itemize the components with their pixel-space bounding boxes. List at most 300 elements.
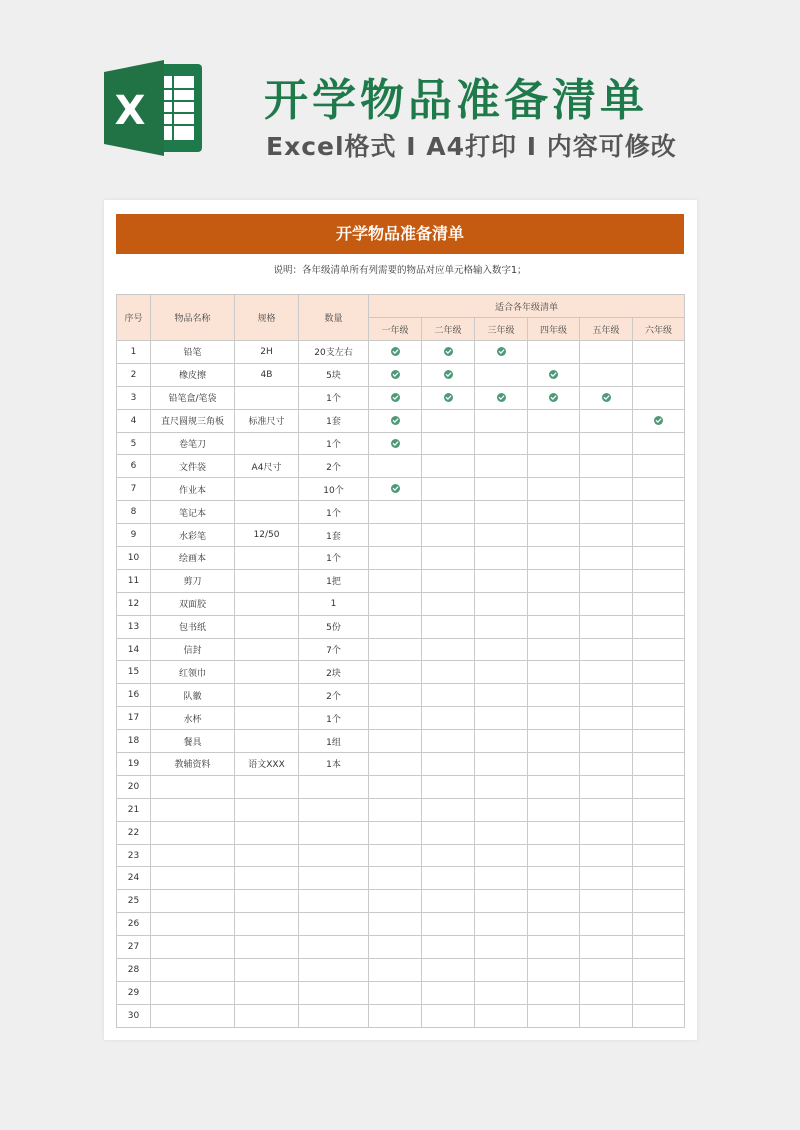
- cell-spec[interactable]: 2H: [235, 341, 299, 364]
- cell-qty[interactable]: 1套: [299, 409, 369, 432]
- cell-grade-2[interactable]: [422, 547, 475, 570]
- cell-grade-5[interactable]: [580, 936, 633, 959]
- cell-grade-4[interactable]: [528, 707, 580, 730]
- cell-grade-6[interactable]: [633, 775, 685, 798]
- cell-grade-3[interactable]: [475, 959, 528, 982]
- cell-grade-1[interactable]: [369, 455, 422, 478]
- cell-grade-2[interactable]: [422, 569, 475, 592]
- cell-spec[interactable]: 4B: [235, 363, 299, 386]
- cell-item-name[interactable]: 教辅资料: [151, 753, 235, 776]
- cell-grade-2[interactable]: [422, 615, 475, 638]
- cell-index[interactable]: 9: [117, 524, 151, 547]
- cell-grade-5[interactable]: [580, 501, 633, 524]
- cell-grade-3[interactable]: [475, 684, 528, 707]
- cell-qty[interactable]: 1把: [299, 569, 369, 592]
- cell-qty[interactable]: 1个: [299, 547, 369, 570]
- cell-index[interactable]: 25: [117, 890, 151, 913]
- cell-grade-3[interactable]: [475, 844, 528, 867]
- cell-grade-1[interactable]: [369, 959, 422, 982]
- cell-grade-1[interactable]: [369, 638, 422, 661]
- cell-item-name[interactable]: [151, 959, 235, 982]
- cell-item-name[interactable]: 信封: [151, 638, 235, 661]
- cell-grade-3[interactable]: [475, 936, 528, 959]
- cell-qty[interactable]: 1个: [299, 432, 369, 455]
- cell-qty[interactable]: 1本: [299, 753, 369, 776]
- cell-item-name[interactable]: 作业本: [151, 478, 235, 501]
- cell-index[interactable]: 18: [117, 730, 151, 753]
- cell-grade-5[interactable]: [580, 707, 633, 730]
- cell-qty[interactable]: 10个: [299, 478, 369, 501]
- cell-qty[interactable]: [299, 981, 369, 1004]
- cell-grade-4[interactable]: [528, 821, 580, 844]
- cell-qty[interactable]: [299, 821, 369, 844]
- cell-grade-5[interactable]: [580, 913, 633, 936]
- cell-grade-1[interactable]: [369, 547, 422, 570]
- cell-grade-1[interactable]: [369, 409, 422, 432]
- cell-qty[interactable]: [299, 913, 369, 936]
- cell-grade-6[interactable]: [633, 890, 685, 913]
- cell-grade-3[interactable]: [475, 661, 528, 684]
- cell-grade-3[interactable]: [475, 1004, 528, 1027]
- cell-grade-1[interactable]: [369, 913, 422, 936]
- cell-index[interactable]: 15: [117, 661, 151, 684]
- cell-grade-3[interactable]: [475, 547, 528, 570]
- cell-grade-1[interactable]: [369, 363, 422, 386]
- cell-item-name[interactable]: 水彩笔: [151, 524, 235, 547]
- cell-qty[interactable]: [299, 1004, 369, 1027]
- cell-grade-1[interactable]: [369, 867, 422, 890]
- cell-index[interactable]: 2: [117, 363, 151, 386]
- cell-grade-4[interactable]: [528, 959, 580, 982]
- cell-grade-1[interactable]: [369, 478, 422, 501]
- cell-item-name[interactable]: [151, 844, 235, 867]
- cell-grade-4[interactable]: [528, 455, 580, 478]
- cell-item-name[interactable]: 红领巾: [151, 661, 235, 684]
- cell-grade-1[interactable]: [369, 821, 422, 844]
- cell-grade-1[interactable]: [369, 661, 422, 684]
- cell-grade-4[interactable]: [528, 867, 580, 890]
- cell-grade-5[interactable]: [580, 592, 633, 615]
- cell-grade-3[interactable]: [475, 730, 528, 753]
- cell-item-name[interactable]: [151, 890, 235, 913]
- cell-spec[interactable]: A4尺寸: [235, 455, 299, 478]
- cell-spec[interactable]: 语文XXX: [235, 753, 299, 776]
- cell-grade-6[interactable]: [633, 455, 685, 478]
- cell-grade-3[interactable]: [475, 592, 528, 615]
- cell-grade-3[interactable]: [475, 409, 528, 432]
- cell-grade-3[interactable]: [475, 798, 528, 821]
- cell-grade-4[interactable]: [528, 409, 580, 432]
- cell-grade-4[interactable]: [528, 569, 580, 592]
- cell-item-name[interactable]: 双面胶: [151, 592, 235, 615]
- cell-grade-2[interactable]: [422, 936, 475, 959]
- cell-qty[interactable]: 20支左右: [299, 341, 369, 364]
- cell-grade-2[interactable]: [422, 363, 475, 386]
- cell-spec[interactable]: [235, 684, 299, 707]
- cell-grade-6[interactable]: [633, 707, 685, 730]
- cell-grade-5[interactable]: [580, 615, 633, 638]
- cell-grade-5[interactable]: [580, 661, 633, 684]
- cell-grade-2[interactable]: [422, 890, 475, 913]
- cell-spec[interactable]: [235, 707, 299, 730]
- cell-grade-6[interactable]: [633, 753, 685, 776]
- cell-grade-3[interactable]: [475, 501, 528, 524]
- cell-grade-5[interactable]: [580, 409, 633, 432]
- cell-grade-3[interactable]: [475, 455, 528, 478]
- cell-spec[interactable]: [235, 821, 299, 844]
- cell-spec[interactable]: [235, 981, 299, 1004]
- cell-grade-5[interactable]: [580, 638, 633, 661]
- cell-grade-5[interactable]: [580, 547, 633, 570]
- cell-grade-2[interactable]: [422, 684, 475, 707]
- cell-index[interactable]: 6: [117, 455, 151, 478]
- cell-grade-5[interactable]: [580, 478, 633, 501]
- cell-grade-5[interactable]: [580, 1004, 633, 1027]
- cell-qty[interactable]: 1组: [299, 730, 369, 753]
- cell-grade-2[interactable]: [422, 478, 475, 501]
- cell-qty[interactable]: 1个: [299, 707, 369, 730]
- cell-spec[interactable]: [235, 615, 299, 638]
- cell-grade-6[interactable]: [633, 661, 685, 684]
- cell-grade-6[interactable]: [633, 638, 685, 661]
- cell-grade-1[interactable]: [369, 1004, 422, 1027]
- cell-spec[interactable]: [235, 959, 299, 982]
- cell-item-name[interactable]: 卷笔刀: [151, 432, 235, 455]
- cell-spec[interactable]: 12/50: [235, 524, 299, 547]
- cell-item-name[interactable]: 直尺圆规三角板: [151, 409, 235, 432]
- cell-grade-1[interactable]: [369, 432, 422, 455]
- cell-grade-6[interactable]: [633, 524, 685, 547]
- cell-item-name[interactable]: 水杯: [151, 707, 235, 730]
- cell-grade-6[interactable]: [633, 569, 685, 592]
- cell-qty[interactable]: 5块: [299, 363, 369, 386]
- cell-item-name[interactable]: [151, 775, 235, 798]
- cell-grade-2[interactable]: [422, 661, 475, 684]
- cell-grade-6[interactable]: [633, 547, 685, 570]
- cell-grade-1[interactable]: [369, 524, 422, 547]
- cell-index[interactable]: 11: [117, 569, 151, 592]
- cell-grade-2[interactable]: [422, 409, 475, 432]
- cell-grade-2[interactable]: [422, 981, 475, 1004]
- cell-index[interactable]: 8: [117, 501, 151, 524]
- cell-index[interactable]: 27: [117, 936, 151, 959]
- cell-grade-5[interactable]: [580, 821, 633, 844]
- cell-grade-3[interactable]: [475, 363, 528, 386]
- cell-grade-5[interactable]: [580, 775, 633, 798]
- cell-qty[interactable]: 1个: [299, 386, 369, 409]
- cell-item-name[interactable]: 包书纸: [151, 615, 235, 638]
- cell-grade-1[interactable]: [369, 386, 422, 409]
- cell-qty[interactable]: 2个: [299, 684, 369, 707]
- cell-grade-6[interactable]: [633, 959, 685, 982]
- cell-grade-4[interactable]: [528, 501, 580, 524]
- cell-grade-5[interactable]: [580, 455, 633, 478]
- cell-grade-1[interactable]: [369, 569, 422, 592]
- cell-grade-2[interactable]: [422, 638, 475, 661]
- cell-index[interactable]: 20: [117, 775, 151, 798]
- cell-grade-6[interactable]: [633, 798, 685, 821]
- cell-spec[interactable]: [235, 661, 299, 684]
- cell-grade-2[interactable]: [422, 730, 475, 753]
- cell-index[interactable]: 17: [117, 707, 151, 730]
- cell-grade-4[interactable]: [528, 890, 580, 913]
- cell-grade-1[interactable]: [369, 936, 422, 959]
- cell-grade-1[interactable]: [369, 684, 422, 707]
- cell-grade-1[interactable]: [369, 775, 422, 798]
- cell-grade-3[interactable]: [475, 753, 528, 776]
- cell-spec[interactable]: [235, 1004, 299, 1027]
- cell-grade-1[interactable]: [369, 615, 422, 638]
- cell-grade-5[interactable]: [580, 524, 633, 547]
- cell-index[interactable]: 3: [117, 386, 151, 409]
- cell-grade-3[interactable]: [475, 341, 528, 364]
- cell-index[interactable]: 10: [117, 547, 151, 570]
- cell-item-name[interactable]: [151, 981, 235, 1004]
- cell-grade-1[interactable]: [369, 981, 422, 1004]
- cell-item-name[interactable]: 文件袋: [151, 455, 235, 478]
- cell-item-name[interactable]: 铅笔: [151, 341, 235, 364]
- cell-grade-6[interactable]: [633, 409, 685, 432]
- cell-qty[interactable]: 2块: [299, 661, 369, 684]
- cell-grade-3[interactable]: [475, 615, 528, 638]
- cell-grade-4[interactable]: [528, 684, 580, 707]
- cell-grade-6[interactable]: [633, 478, 685, 501]
- cell-index[interactable]: 30: [117, 1004, 151, 1027]
- cell-index[interactable]: 12: [117, 592, 151, 615]
- cell-grade-4[interactable]: [528, 661, 580, 684]
- cell-item-name[interactable]: [151, 1004, 235, 1027]
- cell-grade-6[interactable]: [633, 867, 685, 890]
- cell-spec[interactable]: [235, 798, 299, 821]
- cell-grade-3[interactable]: [475, 638, 528, 661]
- cell-grade-1[interactable]: [369, 798, 422, 821]
- cell-index[interactable]: 13: [117, 615, 151, 638]
- cell-grade-5[interactable]: [580, 386, 633, 409]
- cell-grade-4[interactable]: [528, 913, 580, 936]
- cell-grade-4[interactable]: [528, 730, 580, 753]
- cell-grade-5[interactable]: [580, 890, 633, 913]
- cell-grade-6[interactable]: [633, 363, 685, 386]
- cell-grade-3[interactable]: [475, 821, 528, 844]
- cell-grade-6[interactable]: [633, 341, 685, 364]
- cell-grade-4[interactable]: [528, 547, 580, 570]
- cell-grade-3[interactable]: [475, 707, 528, 730]
- cell-grade-3[interactable]: [475, 386, 528, 409]
- cell-grade-4[interactable]: [528, 844, 580, 867]
- cell-qty[interactable]: 1套: [299, 524, 369, 547]
- cell-spec[interactable]: [235, 432, 299, 455]
- cell-grade-3[interactable]: [475, 913, 528, 936]
- cell-grade-6[interactable]: [633, 981, 685, 1004]
- cell-grade-2[interactable]: [422, 455, 475, 478]
- cell-grade-5[interactable]: [580, 730, 633, 753]
- cell-grade-5[interactable]: [580, 798, 633, 821]
- cell-index[interactable]: 5: [117, 432, 151, 455]
- cell-grade-4[interactable]: [528, 615, 580, 638]
- cell-grade-1[interactable]: [369, 592, 422, 615]
- cell-qty[interactable]: [299, 867, 369, 890]
- cell-grade-2[interactable]: [422, 959, 475, 982]
- cell-grade-1[interactable]: [369, 501, 422, 524]
- cell-spec[interactable]: [235, 775, 299, 798]
- cell-grade-2[interactable]: [422, 432, 475, 455]
- cell-grade-3[interactable]: [475, 867, 528, 890]
- cell-grade-6[interactable]: [633, 821, 685, 844]
- cell-grade-5[interactable]: [580, 432, 633, 455]
- cell-spec[interactable]: [235, 638, 299, 661]
- cell-grade-2[interactable]: [422, 1004, 475, 1027]
- cell-grade-1[interactable]: [369, 890, 422, 913]
- cell-item-name[interactable]: 餐具: [151, 730, 235, 753]
- cell-item-name[interactable]: 绘画本: [151, 547, 235, 570]
- cell-grade-6[interactable]: [633, 1004, 685, 1027]
- cell-grade-2[interactable]: [422, 753, 475, 776]
- cell-grade-2[interactable]: [422, 821, 475, 844]
- cell-spec[interactable]: [235, 936, 299, 959]
- cell-grade-4[interactable]: [528, 432, 580, 455]
- cell-grade-2[interactable]: [422, 913, 475, 936]
- cell-spec[interactable]: [235, 501, 299, 524]
- cell-grade-1[interactable]: [369, 844, 422, 867]
- cell-grade-2[interactable]: [422, 707, 475, 730]
- cell-grade-6[interactable]: [633, 432, 685, 455]
- cell-grade-6[interactable]: [633, 501, 685, 524]
- cell-grade-4[interactable]: [528, 798, 580, 821]
- cell-spec[interactable]: [235, 386, 299, 409]
- cell-grade-2[interactable]: [422, 867, 475, 890]
- cell-grade-3[interactable]: [475, 478, 528, 501]
- cell-grade-4[interactable]: [528, 775, 580, 798]
- cell-grade-5[interactable]: [580, 684, 633, 707]
- cell-spec[interactable]: [235, 569, 299, 592]
- cell-grade-5[interactable]: [580, 363, 633, 386]
- cell-qty[interactable]: [299, 936, 369, 959]
- cell-grade-1[interactable]: [369, 753, 422, 776]
- cell-item-name[interactable]: 剪刀: [151, 569, 235, 592]
- cell-item-name[interactable]: [151, 913, 235, 936]
- cell-spec[interactable]: [235, 913, 299, 936]
- cell-item-name[interactable]: [151, 867, 235, 890]
- cell-grade-1[interactable]: [369, 341, 422, 364]
- cell-item-name[interactable]: 笔记本: [151, 501, 235, 524]
- cell-index[interactable]: 26: [117, 913, 151, 936]
- cell-grade-2[interactable]: [422, 501, 475, 524]
- cell-grade-3[interactable]: [475, 524, 528, 547]
- cell-grade-5[interactable]: [580, 959, 633, 982]
- cell-grade-6[interactable]: [633, 386, 685, 409]
- cell-qty[interactable]: 1个: [299, 501, 369, 524]
- cell-qty[interactable]: [299, 844, 369, 867]
- cell-grade-4[interactable]: [528, 478, 580, 501]
- cell-index[interactable]: 16: [117, 684, 151, 707]
- cell-grade-4[interactable]: [528, 936, 580, 959]
- cell-qty[interactable]: [299, 890, 369, 913]
- cell-grade-6[interactable]: [633, 615, 685, 638]
- cell-grade-6[interactable]: [633, 844, 685, 867]
- cell-qty[interactable]: 7个: [299, 638, 369, 661]
- cell-spec[interactable]: [235, 730, 299, 753]
- cell-grade-5[interactable]: [580, 844, 633, 867]
- cell-index[interactable]: 24: [117, 867, 151, 890]
- cell-spec[interactable]: [235, 547, 299, 570]
- cell-grade-1[interactable]: [369, 707, 422, 730]
- cell-grade-6[interactable]: [633, 684, 685, 707]
- cell-grade-5[interactable]: [580, 981, 633, 1004]
- cell-spec[interactable]: [235, 867, 299, 890]
- cell-index[interactable]: 22: [117, 821, 151, 844]
- cell-item-name[interactable]: [151, 798, 235, 821]
- cell-grade-2[interactable]: [422, 775, 475, 798]
- cell-index[interactable]: 21: [117, 798, 151, 821]
- cell-grade-4[interactable]: [528, 524, 580, 547]
- cell-grade-3[interactable]: [475, 432, 528, 455]
- cell-index[interactable]: 29: [117, 981, 151, 1004]
- cell-qty[interactable]: 1: [299, 592, 369, 615]
- cell-grade-6[interactable]: [633, 730, 685, 753]
- cell-grade-4[interactable]: [528, 638, 580, 661]
- cell-index[interactable]: 28: [117, 959, 151, 982]
- cell-grade-3[interactable]: [475, 890, 528, 913]
- cell-grade-2[interactable]: [422, 524, 475, 547]
- cell-spec[interactable]: [235, 844, 299, 867]
- cell-grade-2[interactable]: [422, 592, 475, 615]
- cell-index[interactable]: 19: [117, 753, 151, 776]
- cell-qty[interactable]: 5份: [299, 615, 369, 638]
- cell-qty[interactable]: [299, 798, 369, 821]
- cell-index[interactable]: 7: [117, 478, 151, 501]
- cell-grade-6[interactable]: [633, 592, 685, 615]
- cell-item-name[interactable]: 橡皮擦: [151, 363, 235, 386]
- cell-grade-3[interactable]: [475, 775, 528, 798]
- cell-item-name[interactable]: [151, 936, 235, 959]
- cell-grade-4[interactable]: [528, 1004, 580, 1027]
- cell-qty[interactable]: [299, 775, 369, 798]
- cell-grade-5[interactable]: [580, 753, 633, 776]
- cell-index[interactable]: 1: [117, 341, 151, 364]
- cell-grade-5[interactable]: [580, 867, 633, 890]
- cell-spec[interactable]: [235, 890, 299, 913]
- cell-grade-4[interactable]: [528, 592, 580, 615]
- cell-item-name[interactable]: 队徽: [151, 684, 235, 707]
- cell-qty[interactable]: 2个: [299, 455, 369, 478]
- cell-index[interactable]: 14: [117, 638, 151, 661]
- cell-grade-3[interactable]: [475, 569, 528, 592]
- cell-spec[interactable]: [235, 478, 299, 501]
- cell-grade-4[interactable]: [528, 981, 580, 1004]
- cell-grade-4[interactable]: [528, 363, 580, 386]
- cell-grade-5[interactable]: [580, 341, 633, 364]
- cell-grade-6[interactable]: [633, 913, 685, 936]
- cell-grade-2[interactable]: [422, 844, 475, 867]
- cell-grade-4[interactable]: [528, 753, 580, 776]
- cell-qty[interactable]: [299, 959, 369, 982]
- cell-grade-2[interactable]: [422, 341, 475, 364]
- cell-grade-4[interactable]: [528, 386, 580, 409]
- cell-grade-5[interactable]: [580, 569, 633, 592]
- cell-grade-4[interactable]: [528, 341, 580, 364]
- cell-index[interactable]: 23: [117, 844, 151, 867]
- cell-grade-1[interactable]: [369, 730, 422, 753]
- cell-spec[interactable]: [235, 592, 299, 615]
- cell-grade-2[interactable]: [422, 798, 475, 821]
- cell-item-name[interactable]: [151, 821, 235, 844]
- cell-grade-6[interactable]: [633, 936, 685, 959]
- cell-grade-2[interactable]: [422, 386, 475, 409]
- cell-spec[interactable]: 标准尺寸: [235, 409, 299, 432]
- cell-item-name[interactable]: 铅笔盒/笔袋: [151, 386, 235, 409]
- cell-grade-3[interactable]: [475, 981, 528, 1004]
- cell-index[interactable]: 4: [117, 409, 151, 432]
